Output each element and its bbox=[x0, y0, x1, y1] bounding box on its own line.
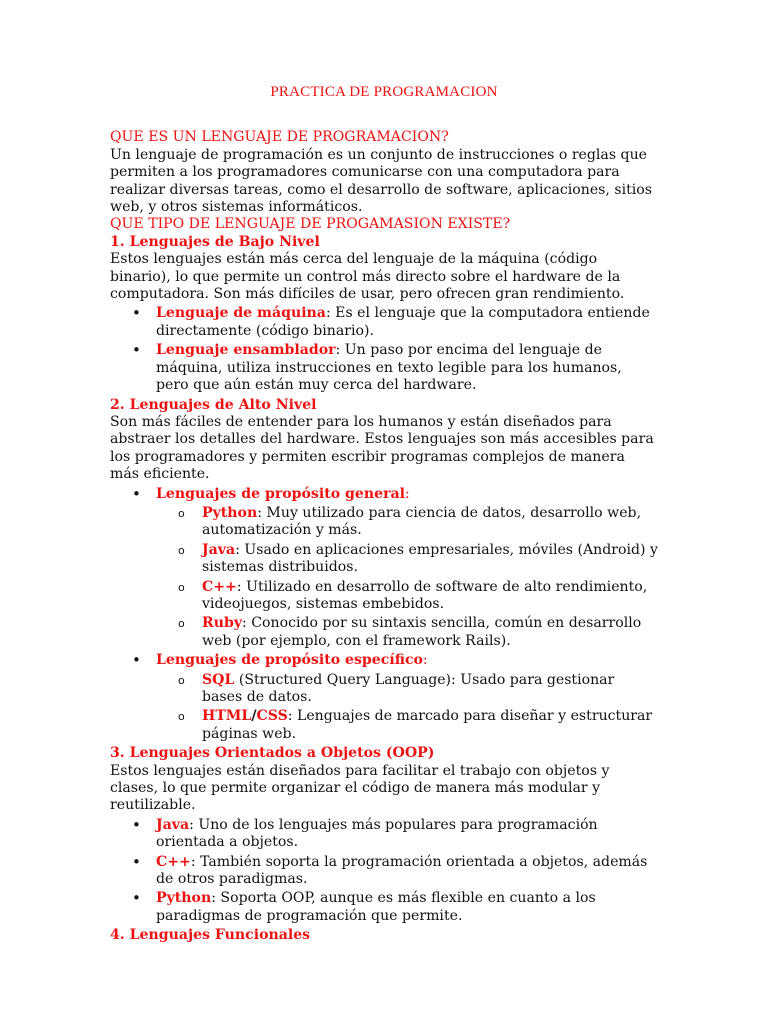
list-item bbox=[110, 890, 658, 925]
term: C++ bbox=[156, 853, 191, 870]
list-item bbox=[110, 486, 658, 651]
term-colon: : bbox=[422, 652, 428, 669]
term: Java bbox=[202, 541, 236, 558]
term-description: : Utilizado en desarrollo de software de alto rendimiento, videojuegos, sistemas embebidos. bbox=[202, 578, 648, 612]
high-level-list bbox=[110, 486, 658, 744]
term: HTML bbox=[202, 708, 252, 725]
term: Python bbox=[156, 890, 212, 907]
term: Lenguaje ensamblador bbox=[156, 342, 336, 359]
term-separator: / bbox=[251, 708, 257, 725]
section-heading-oop: 3. Lenguajes Orientados a Objetos (OOP) bbox=[110, 745, 435, 762]
term-description: : Es el lenguaje que la computadora entiende directamente (código binario). bbox=[156, 305, 650, 339]
term: Python bbox=[202, 504, 258, 521]
term-description: : Conocido por su sintaxis sencilla, común en desarrollo web (por ejemplo, con el framework Rails). bbox=[202, 615, 642, 649]
list-item bbox=[110, 305, 658, 340]
oop-list bbox=[110, 817, 658, 925]
section-body-high-level: Son más fáciles de entender para los humanos y están diseñados para abstraer los detalles del hardware. Estos lenguajes son más accesibles para los programadores y permiten escribir programas complejos de manera más eficiente. bbox=[110, 413, 654, 483]
term-colon: : bbox=[404, 485, 410, 502]
sublist-item bbox=[156, 672, 658, 707]
term: C++ bbox=[202, 578, 237, 595]
term-description: : Usado en aplicaciones empresariales, móviles (Android) y sistemas distribuidos. bbox=[202, 541, 658, 576]
list-item bbox=[110, 854, 658, 889]
term: Lenguajes de propósito específico bbox=[156, 652, 423, 669]
section-heading-high-level: 2. Lenguajes de Alto Nivel bbox=[110, 396, 317, 413]
term-description: : Un paso por encima del lenguaje de máquina, utiliza instrucciones en texto legible para los humanos, pero que aún están muy cerca del hardware. bbox=[156, 342, 622, 394]
question-heading-2: QUE TIPO DE LENGUAJE DE PROGAMASION EXISTE? bbox=[110, 216, 511, 233]
term: CSS bbox=[256, 708, 288, 725]
term-description: : Muy utilizado para ciencia de datos, desarrollo web, automatización y más. bbox=[202, 504, 642, 539]
question-answer-1: Un lenguaje de programación es un conjunto de instrucciones o reglas que permiten a los programadores comunicarse con una computadora para realizar diversas tareas, como el desarrollo de software, aplicaciones, sitios web, y otros sistemas informáticos. bbox=[110, 146, 652, 216]
sublist-item bbox=[156, 579, 658, 614]
term: Java bbox=[156, 816, 190, 833]
term: Lenguajes de propósito general bbox=[156, 485, 405, 502]
section-heading-low-level: 1. Lenguajes de Bajo Nivel bbox=[110, 233, 320, 250]
sublist-item bbox=[156, 505, 658, 540]
low-level-list bbox=[110, 305, 658, 394]
term-description: : Soporta OOP, aunque es más flexible en cuanto a los paradigmas de programación que permite. bbox=[156, 890, 596, 924]
sublist-item bbox=[156, 708, 658, 743]
sublist-item bbox=[156, 615, 658, 650]
sublist-item bbox=[156, 542, 658, 577]
term: Ruby bbox=[202, 615, 243, 632]
term-description: : Uno de los lenguajes más populares para programación orientada a objetos. bbox=[156, 816, 598, 851]
section-body-low-level: Estos lenguajes están más cerca del lenguaje de la máquina (código binario), lo que permite un control más directo sobre el hardware de la computadora. Son más difíciles de usar, pero ofrecen gran rendimiento. bbox=[110, 251, 625, 303]
term-description: : Lenguajes de marcado para diseñar y estructurar páginas web. bbox=[202, 708, 653, 742]
question-heading-1: QUE ES UN LENGUAJE DE PROGRAMACION? bbox=[110, 129, 449, 146]
document-title: PRACTICA DE PROGRAMACION bbox=[270, 84, 498, 100]
general-purpose-sublist bbox=[156, 505, 658, 650]
list-item bbox=[110, 817, 658, 852]
list-item bbox=[110, 342, 658, 394]
term: Lenguaje de máquina bbox=[156, 305, 326, 322]
term-description: : También soporta la programación orientada a objetos, además de otros paradigmas. bbox=[156, 853, 648, 888]
term: SQL bbox=[202, 671, 235, 688]
list-item bbox=[110, 652, 658, 743]
specific-purpose-sublist bbox=[156, 672, 658, 744]
term-description: (Structured Query Language): Usado para gestionar bases de datos. bbox=[202, 671, 615, 705]
section-heading-functional: 4. Lenguajes Funcionales bbox=[110, 927, 311, 944]
section-body-oop: Estos lenguajes están diseñados para facilitar el trabajo con objetos y clases, lo que permite organizar el código de manera más modular y reutilizable. bbox=[110, 762, 610, 814]
